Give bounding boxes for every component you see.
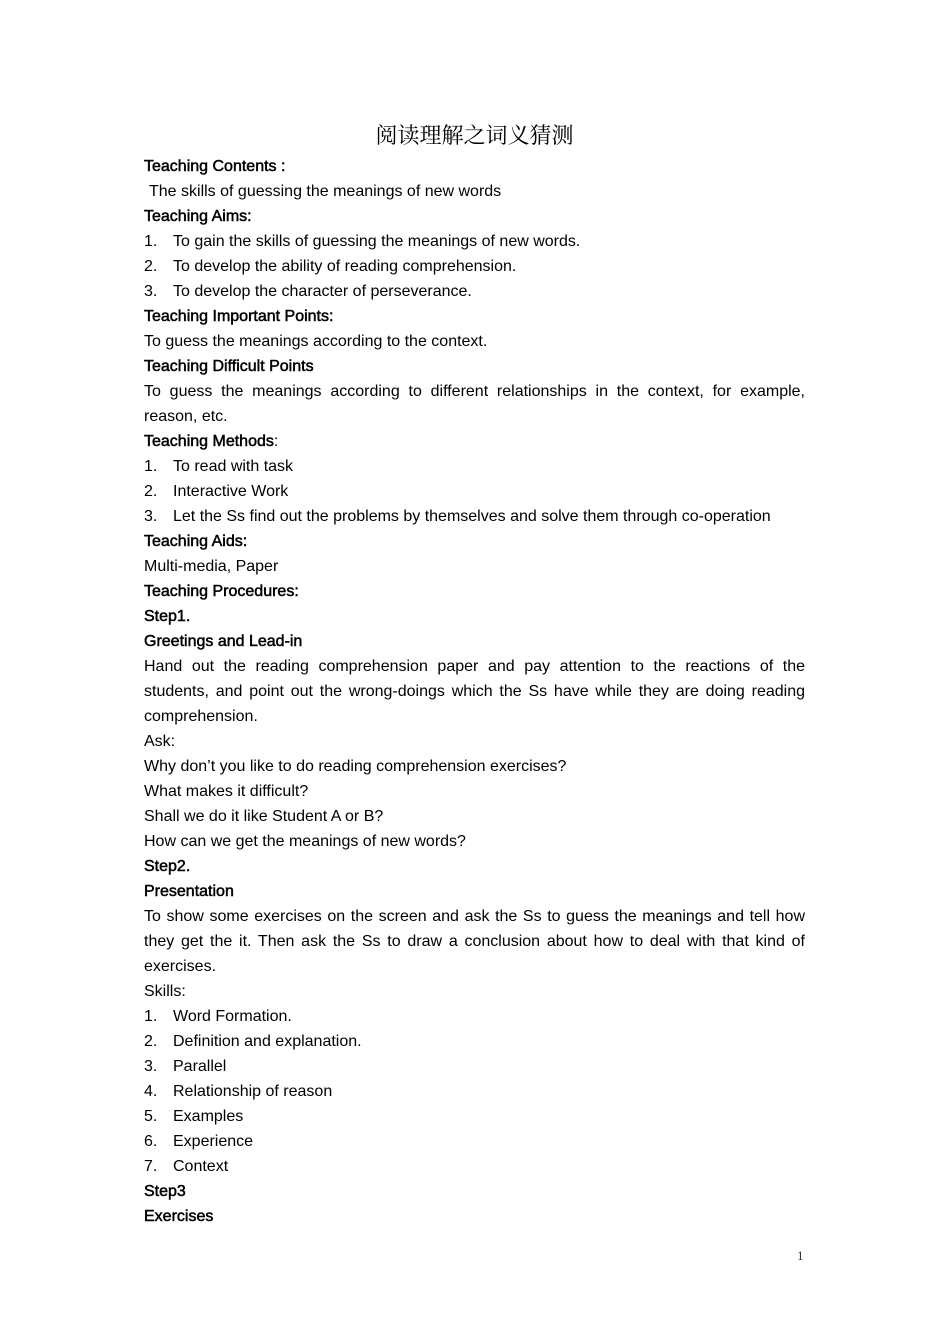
list-text: Definition and explanation. [173,1033,362,1050]
step2-title: Presentation [144,883,234,900]
list-item [144,229,805,254]
list-text: To develop the character of perseverance. [173,283,472,300]
aids-heading: Teaching Aids: [144,533,248,550]
methods-heading: Teaching Methods [144,433,274,450]
list-item [144,454,805,479]
list-number: 1. [144,458,158,475]
list-text: Interactive Work [173,483,289,500]
list-number: 2. [144,483,158,500]
list-text: Let the Ss find out the problems by themselves and solve them through co-operation [173,508,771,525]
question: What makes it difficult? [144,783,309,800]
list-number: 7. [144,1158,158,1175]
question: Shall we do it like Student A or B? [144,808,384,825]
list-item [144,254,805,279]
list-number: 3. [144,283,158,300]
procedures-heading: Teaching Procedures: [144,583,299,600]
list-text: Experience [173,1133,254,1150]
question: Why don’t you like to do reading comprehension exercises? [144,758,567,775]
step1-para: Hand out the reading comprehension paper and pay attention to the reactions of the students, and point out the wrong-doings which the Ss have while they are doing reading comprehension. [144,658,805,725]
list-text: To gain the skills of guessing the meanings of new words. [173,233,581,250]
methods-heading-line [144,429,805,454]
step2-para: To show some exercises on the screen and ask the Ss to guess the meanings and tell how they get the it. Then ask the Ss to draw a conclusion about how to deal with that kind of exercises. [144,908,805,975]
list-text: Word Formation. [173,1008,292,1025]
difficult-heading: Teaching Difficult Points [144,358,314,375]
list-number: 4. [144,1083,158,1100]
list-number: 6. [144,1133,158,1150]
important-heading: Teaching Important Points: [144,308,334,325]
list-text: Relationship of reason [173,1083,333,1100]
page-title: 阅读理解之词义猜测 [375,124,574,149]
aids-text: Multi-media, Paper [144,558,279,575]
list-number: 2. [144,258,158,275]
list-item [144,479,805,504]
step3-title: Exercises [144,1208,214,1225]
list-item [144,1104,805,1129]
page-number: 1 [797,1248,804,1263]
step2-label: Step2. [144,858,191,875]
list-text: Context [173,1158,229,1175]
list-text: Parallel [173,1058,227,1075]
list-text: Examples [173,1108,244,1125]
list-text: To read with task [173,458,294,475]
list-number: 2. [144,1033,158,1050]
methods-colon: : [273,433,279,450]
list-number: 3. [144,1058,158,1075]
ask-label: Ask: [144,733,176,750]
aims-heading: Teaching Aims: [144,208,252,225]
list-item [144,1129,805,1154]
list-item [144,1029,805,1054]
step3-label: Step3 [144,1183,186,1200]
skills-label: Skills: [144,983,186,1000]
question: How can we get the meanings of new words? [144,833,466,850]
list-number: 3. [144,508,158,525]
list-item [144,504,805,529]
list-number: 1. [144,1008,158,1025]
difficult-text: To guess the meanings according to different relationships in the context, for example, reason, etc. [144,383,805,425]
list-text: To develop the ability of reading comprehension. [173,258,517,275]
list-item [144,1154,805,1179]
list-item [144,1054,805,1079]
contents-text: The skills of guessing the meanings of new words [149,183,502,200]
list-item [144,279,805,304]
list-number: 1. [144,233,158,250]
list-item [144,1079,805,1104]
list-item [144,1004,805,1029]
list-number: 5. [144,1108,158,1125]
step1-title: Greetings and Lead-in [144,633,303,650]
document-page [144,120,805,1229]
contents-heading: Teaching Contents : [144,158,286,175]
step1-label: Step1. [144,608,191,625]
important-text: To guess the meanings according to the context. [144,333,488,350]
